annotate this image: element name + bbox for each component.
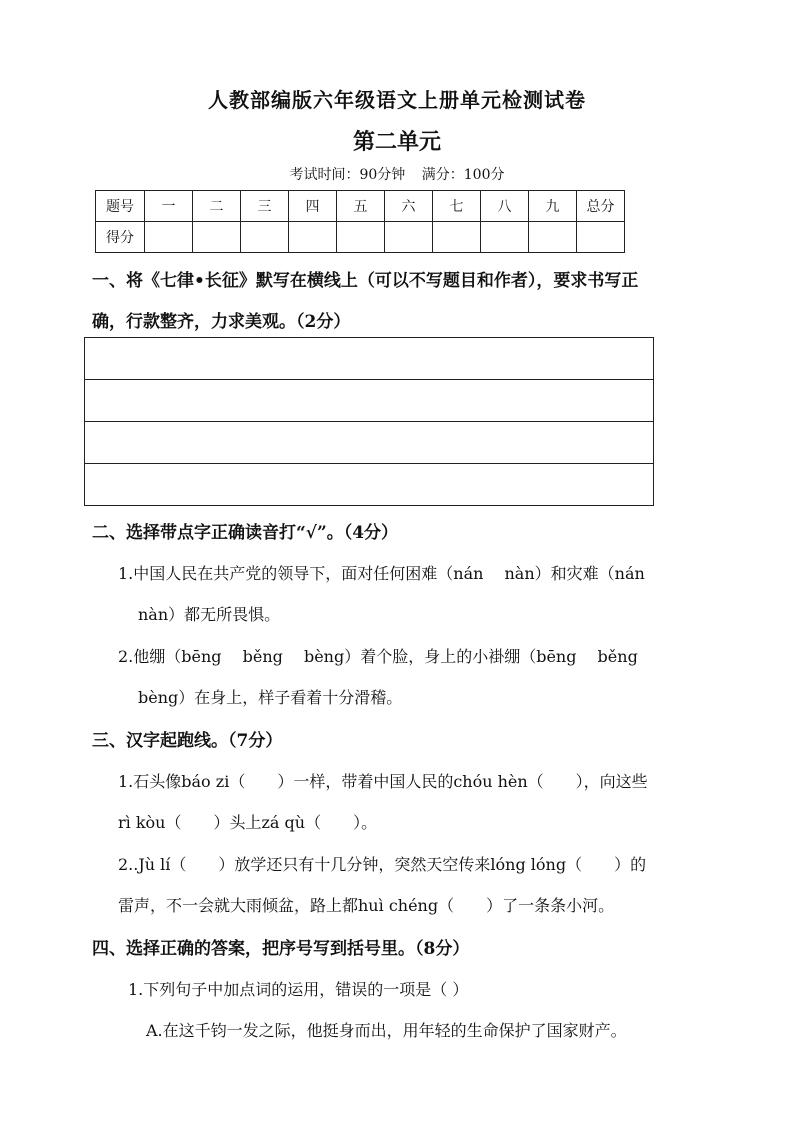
score-table bbox=[95, 190, 625, 253]
q3-item1-line1: 1.石头像báo zi（ ）一样，带着中国人民的chóu hèn（ ），向这些 bbox=[118, 772, 648, 791]
score-col-header: 总分 bbox=[577, 191, 625, 222]
full-score: 满分：100分 bbox=[421, 167, 505, 183]
score-col-header: 八 bbox=[481, 191, 529, 222]
q4-title: 四、选择正确的答案，把序号写到括号里。（8分） bbox=[92, 939, 470, 959]
score-col-header: 二 bbox=[193, 191, 241, 222]
score-table-score-row bbox=[96, 222, 625, 253]
q3-title: 三、汉字起跑线。（7分） bbox=[92, 731, 283, 751]
poem-writing-box bbox=[84, 337, 654, 506]
score-col-header: 三 bbox=[241, 191, 289, 222]
q3-item2-line2: 雷声，不一会就大雨倾盆，路上都huì chéng（ ）了一条条小河。 bbox=[118, 896, 615, 915]
score-cell[interactable] bbox=[433, 222, 481, 253]
q1-prompt-line1: 一、将《七律•长征》默写在横线上（可以不写题目和作者），要求书写正 bbox=[92, 271, 639, 291]
q2-item2-line2: bèng）在身上，样子看着十分滑稽。 bbox=[138, 688, 403, 707]
score-cell[interactable] bbox=[481, 222, 529, 253]
score-col-header: 六 bbox=[385, 191, 433, 222]
writing-line[interactable] bbox=[85, 422, 653, 464]
q1-prompt-line2: 确，行款整齐，力求美观。（2分） bbox=[92, 312, 351, 332]
row-label-score: 得分 bbox=[96, 222, 145, 253]
writing-line[interactable] bbox=[85, 338, 653, 380]
exam-info bbox=[0, 164, 794, 184]
score-table-header-row bbox=[96, 191, 625, 222]
exam-time: 考试时间：90分钟 bbox=[289, 167, 406, 183]
score-cell[interactable] bbox=[529, 222, 577, 253]
score-cell[interactable] bbox=[289, 222, 337, 253]
score-cell[interactable] bbox=[193, 222, 241, 253]
q2-item1-line2: nàn）都无所畏惧。 bbox=[138, 605, 281, 624]
score-cell[interactable] bbox=[577, 222, 625, 253]
q2-item2-line1: 2.他绷（bēng běng bèng）着个脸，身上的小褂绷（bēng běng bbox=[118, 647, 638, 666]
q2-item1-line1: 1.中国人民在共产党的领导下，面对任何困难（nán nàn）和灾难（nán bbox=[118, 564, 645, 583]
score-cell[interactable] bbox=[145, 222, 193, 253]
q3-item2-line1: 2..Jù lí（ ）放学还只有十几分钟，突然天空传来lóng lóng（ ）的 bbox=[118, 855, 647, 874]
q4-option-a: A.在这千钧一发之际，他挺身而出，用年轻的生命保护了国家财产。 bbox=[146, 1021, 627, 1040]
q2-title: 二、选择带点字正确读音打“√”。（4分） bbox=[92, 523, 399, 543]
score-col-header: 九 bbox=[529, 191, 577, 222]
row-label-question-number: 题号 bbox=[96, 191, 145, 222]
exam-title: 人教部编版六年级语文上册单元检测试卷 bbox=[208, 88, 586, 112]
score-col-header: 七 bbox=[433, 191, 481, 222]
score-cell[interactable] bbox=[385, 222, 433, 253]
q3-item1-line2: rì kòu（ ）头上zá qù（ ）。 bbox=[118, 813, 378, 832]
score-cell[interactable] bbox=[337, 222, 385, 253]
score-col-header: 四 bbox=[289, 191, 337, 222]
writing-line[interactable] bbox=[85, 464, 653, 505]
writing-line[interactable] bbox=[85, 380, 653, 422]
score-cell[interactable] bbox=[241, 222, 289, 253]
score-col-header: 一 bbox=[145, 191, 193, 222]
q4-item1: 1.下列句子中加点词的运用，错误的一项是（ ） bbox=[128, 980, 469, 999]
score-col-header: 五 bbox=[337, 191, 385, 222]
unit-subtitle: 第二单元 bbox=[352, 129, 441, 155]
